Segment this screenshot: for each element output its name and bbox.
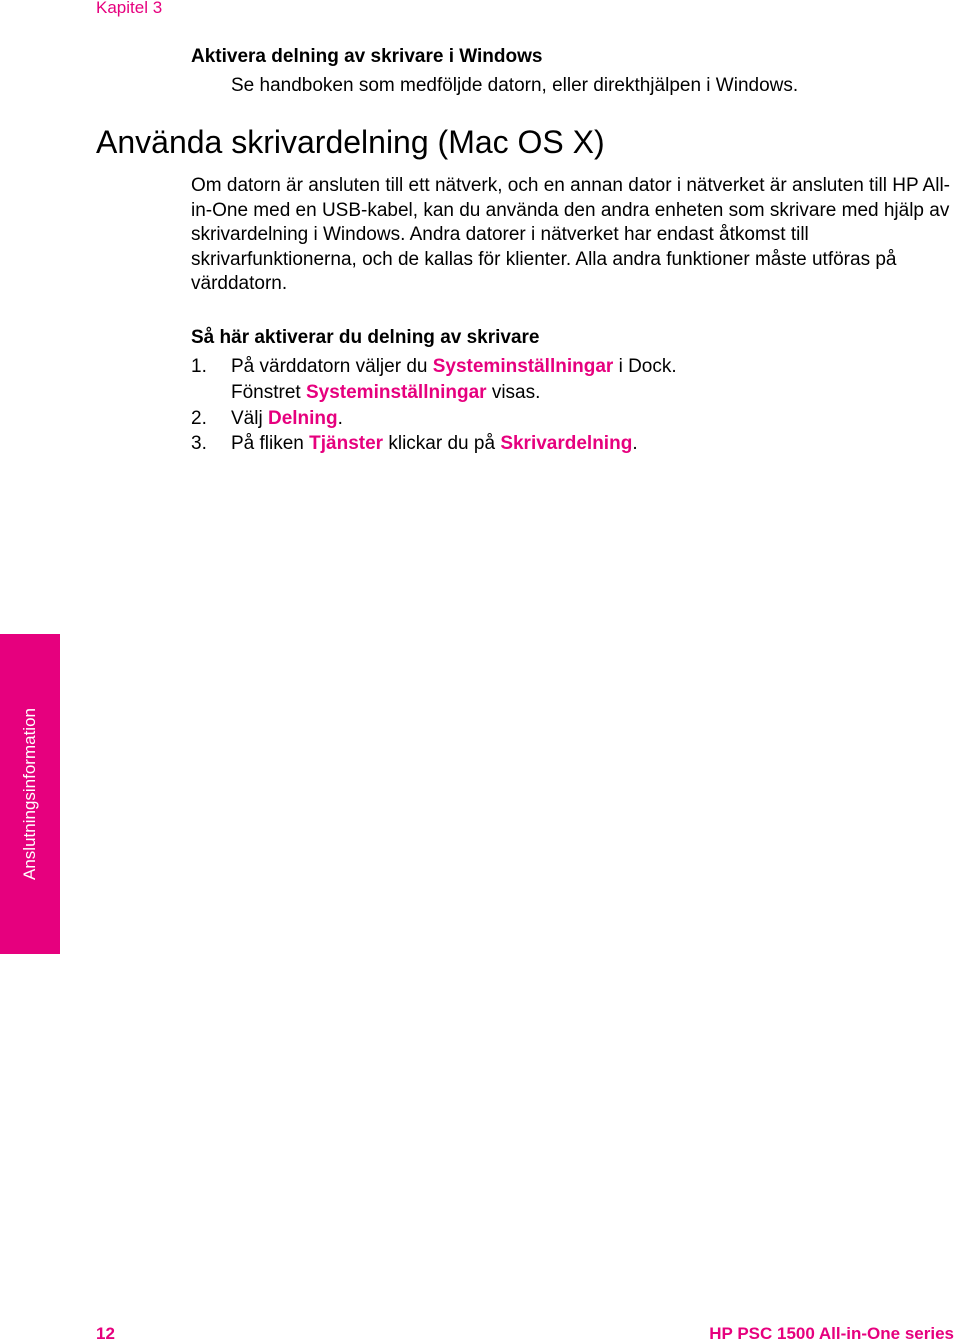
step-number: 1.	[191, 356, 207, 377]
step-text-part: På värddatorn väljer du	[231, 356, 433, 377]
windows-sharing-heading: Aktivera delning av skrivare i Windows	[191, 46, 543, 67]
step-number: 3.	[191, 433, 207, 454]
step-text-part: .	[632, 433, 638, 454]
step-text-part: visas.	[486, 382, 541, 403]
step-text-part: i Dock.	[613, 356, 677, 377]
step-text-part: klickar du på	[383, 433, 501, 454]
step-text	[231, 408, 343, 430]
ui-term: Tjänster	[309, 433, 384, 454]
step-text-part: På fliken	[231, 433, 310, 454]
step-text-part: Fönstret	[231, 382, 306, 403]
chapter-label: Kapitel 3	[96, 0, 163, 17]
step-text-part: Välj	[231, 408, 268, 429]
side-tab-label: Anslutningsinformation	[20, 708, 39, 880]
windows-sharing-text: Se handboken som medföljde datorn, eller direkthjälpen i Windows.	[231, 75, 799, 96]
page-title: Använda skrivardelning (Mac OS X)	[96, 124, 605, 160]
step-text	[231, 356, 677, 378]
ui-term: Systeminställningar	[432, 356, 614, 377]
product-name: HP PSC 1500 All-in-One series	[709, 1324, 954, 1343]
steps-heading: Så här aktiverar du delning av skrivare	[191, 327, 540, 348]
section-side-tab	[0, 634, 60, 954]
step-text-part: .	[337, 408, 343, 429]
page-number: 12	[96, 1324, 115, 1343]
step-number: 2.	[191, 408, 207, 429]
step-text	[231, 433, 638, 455]
step-text	[231, 382, 540, 404]
intro-paragraph: Om datorn är ansluten till ett nätverk, och en annan dator i nätverket är ansluten till HP All-in-One med en USB-kabel, kan du använda den andra enheten som skrivare med hjälp av skrivardelning i Windows. Andra datorer i nätverket har endast åtkomst till skrivarfunktionerna, och de kallas för klienter. Alla andra funktioner måste utföras på värddatorn.	[191, 175, 950, 294]
ui-term: Systeminställningar	[305, 382, 487, 403]
ui-term: Skrivardelning	[500, 433, 633, 454]
ui-term: Delning	[267, 408, 338, 429]
